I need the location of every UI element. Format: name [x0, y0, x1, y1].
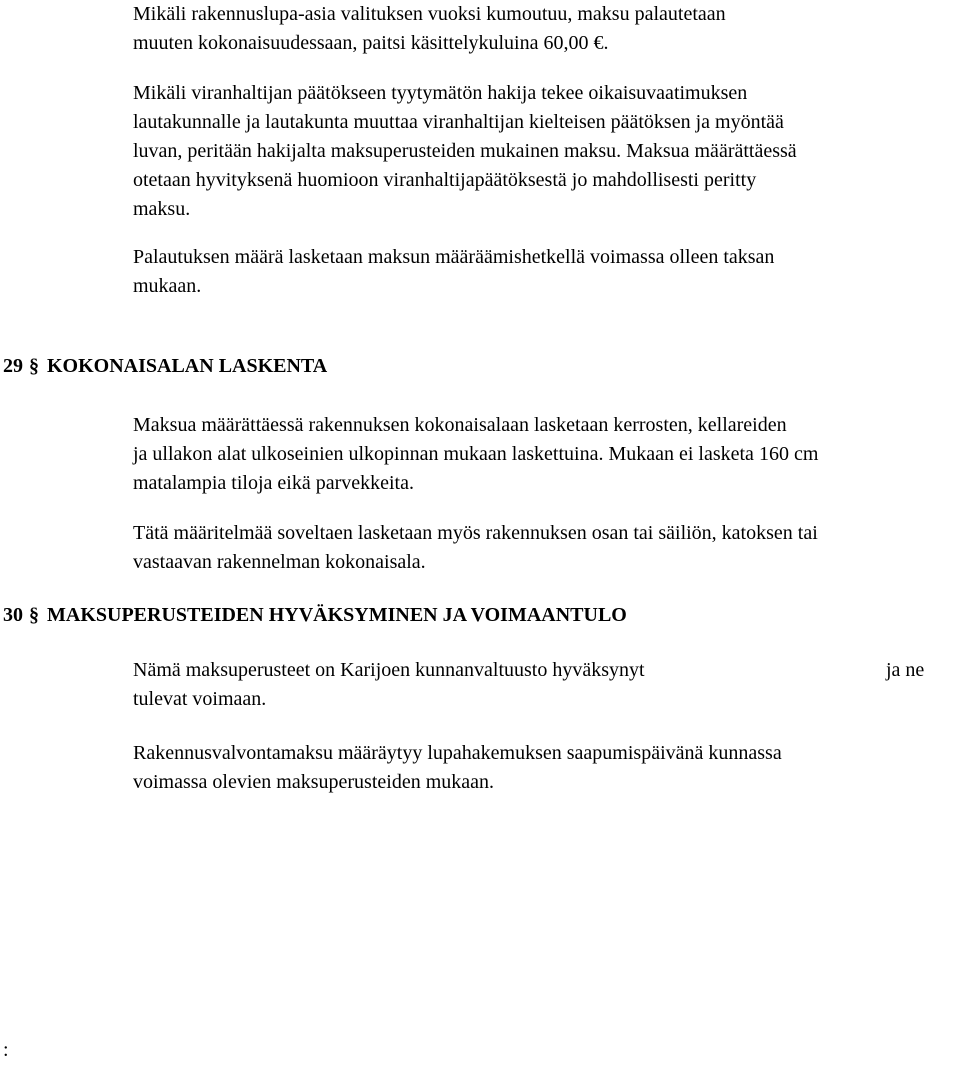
paragraph-rectification-claim: [133, 79, 953, 224]
text-line: ja ullakon alat ulkoseinien ulkopinnan mukaan laskettuina. Mukaan ei lasketa 160 cm: [133, 443, 819, 465]
text-line: mukaan.: [133, 275, 202, 297]
text-line: muuten kokonaisuudessaan, paitsi käsittelykuluina 60,00 €.: [133, 32, 609, 54]
text-line: tulevat voimaan.: [133, 688, 267, 710]
text-line: luvan, peritään hakijalta maksuperusteiden mukainen maksu. Maksua määrättäessä: [133, 140, 797, 162]
text-line: Rakennusvalvontamaksu määräytyy lupahakemuksen saapumispäivänä kunnassa: [133, 742, 782, 764]
text-line: Mikäli rakennuslupa-asia valituksen vuoksi kumoutuu, maksu palautetaan: [133, 3, 726, 25]
section-heading-29: [3, 352, 327, 381]
text-line: vastaavan rakennelman kokonaisala.: [133, 551, 426, 573]
paragraph-fee-determination: [133, 739, 953, 797]
text-line: voimassa olevien maksuperusteiden mukaan.: [133, 771, 495, 793]
text-line: maksu.: [133, 198, 191, 220]
text-line: lautakunnalle ja lautakunta muuttaa viranhaltijan kielteisen päätöksen ja myöntää: [133, 111, 784, 133]
approval-text: Nämä maksuperusteet on Karijoen kunnanvaltuusto hyväksynyt: [133, 659, 645, 681]
section-symbol: §: [29, 355, 39, 377]
section-heading-30: [3, 601, 627, 630]
text-line: Tätä määritelmää soveltaen lasketaan myös rakennuksen osan tai säiliön, katoksen tai: [133, 522, 818, 544]
paragraph-total-area-definition: [133, 411, 953, 498]
text-line: Maksua määrättäessä rakennuksen kokonaisalaan lasketaan kerrosten, kellareiden: [133, 414, 787, 436]
approval-text-end: ja ne: [886, 659, 925, 681]
text-line: [133, 656, 953, 685]
section-number: 29: [3, 355, 23, 377]
text-line: Mikäli viranhaltijan päätökseen tyytymätön hakija tekee oikaisuvaatimuksen: [133, 82, 748, 104]
text-line: matalampia tiloja eikä parvekkeita.: [133, 472, 414, 494]
footer-colon: :: [3, 1039, 9, 1061]
paragraph-refund-on-appeal: [133, 0, 953, 58]
paragraph-definition-application: [133, 519, 953, 577]
paragraph-approval: [133, 656, 953, 714]
section-symbol: §: [29, 604, 39, 626]
text-line: Palautuksen määrä lasketaan maksun määräämishetkellä voimassa olleen taksan: [133, 246, 775, 268]
section-number: 30: [3, 604, 23, 626]
section-title: KOKONAISALAN LASKENTA: [47, 355, 328, 377]
paragraph-refund-amount: [133, 243, 953, 301]
text-line: otetaan hyvityksenä huomioon viranhaltijapäätöksestä jo mahdollisesti peritty: [133, 169, 757, 191]
section-title: MAKSUPERUSTEIDEN HYVÄKSYMINEN JA VOIMAANTULO: [47, 604, 627, 626]
